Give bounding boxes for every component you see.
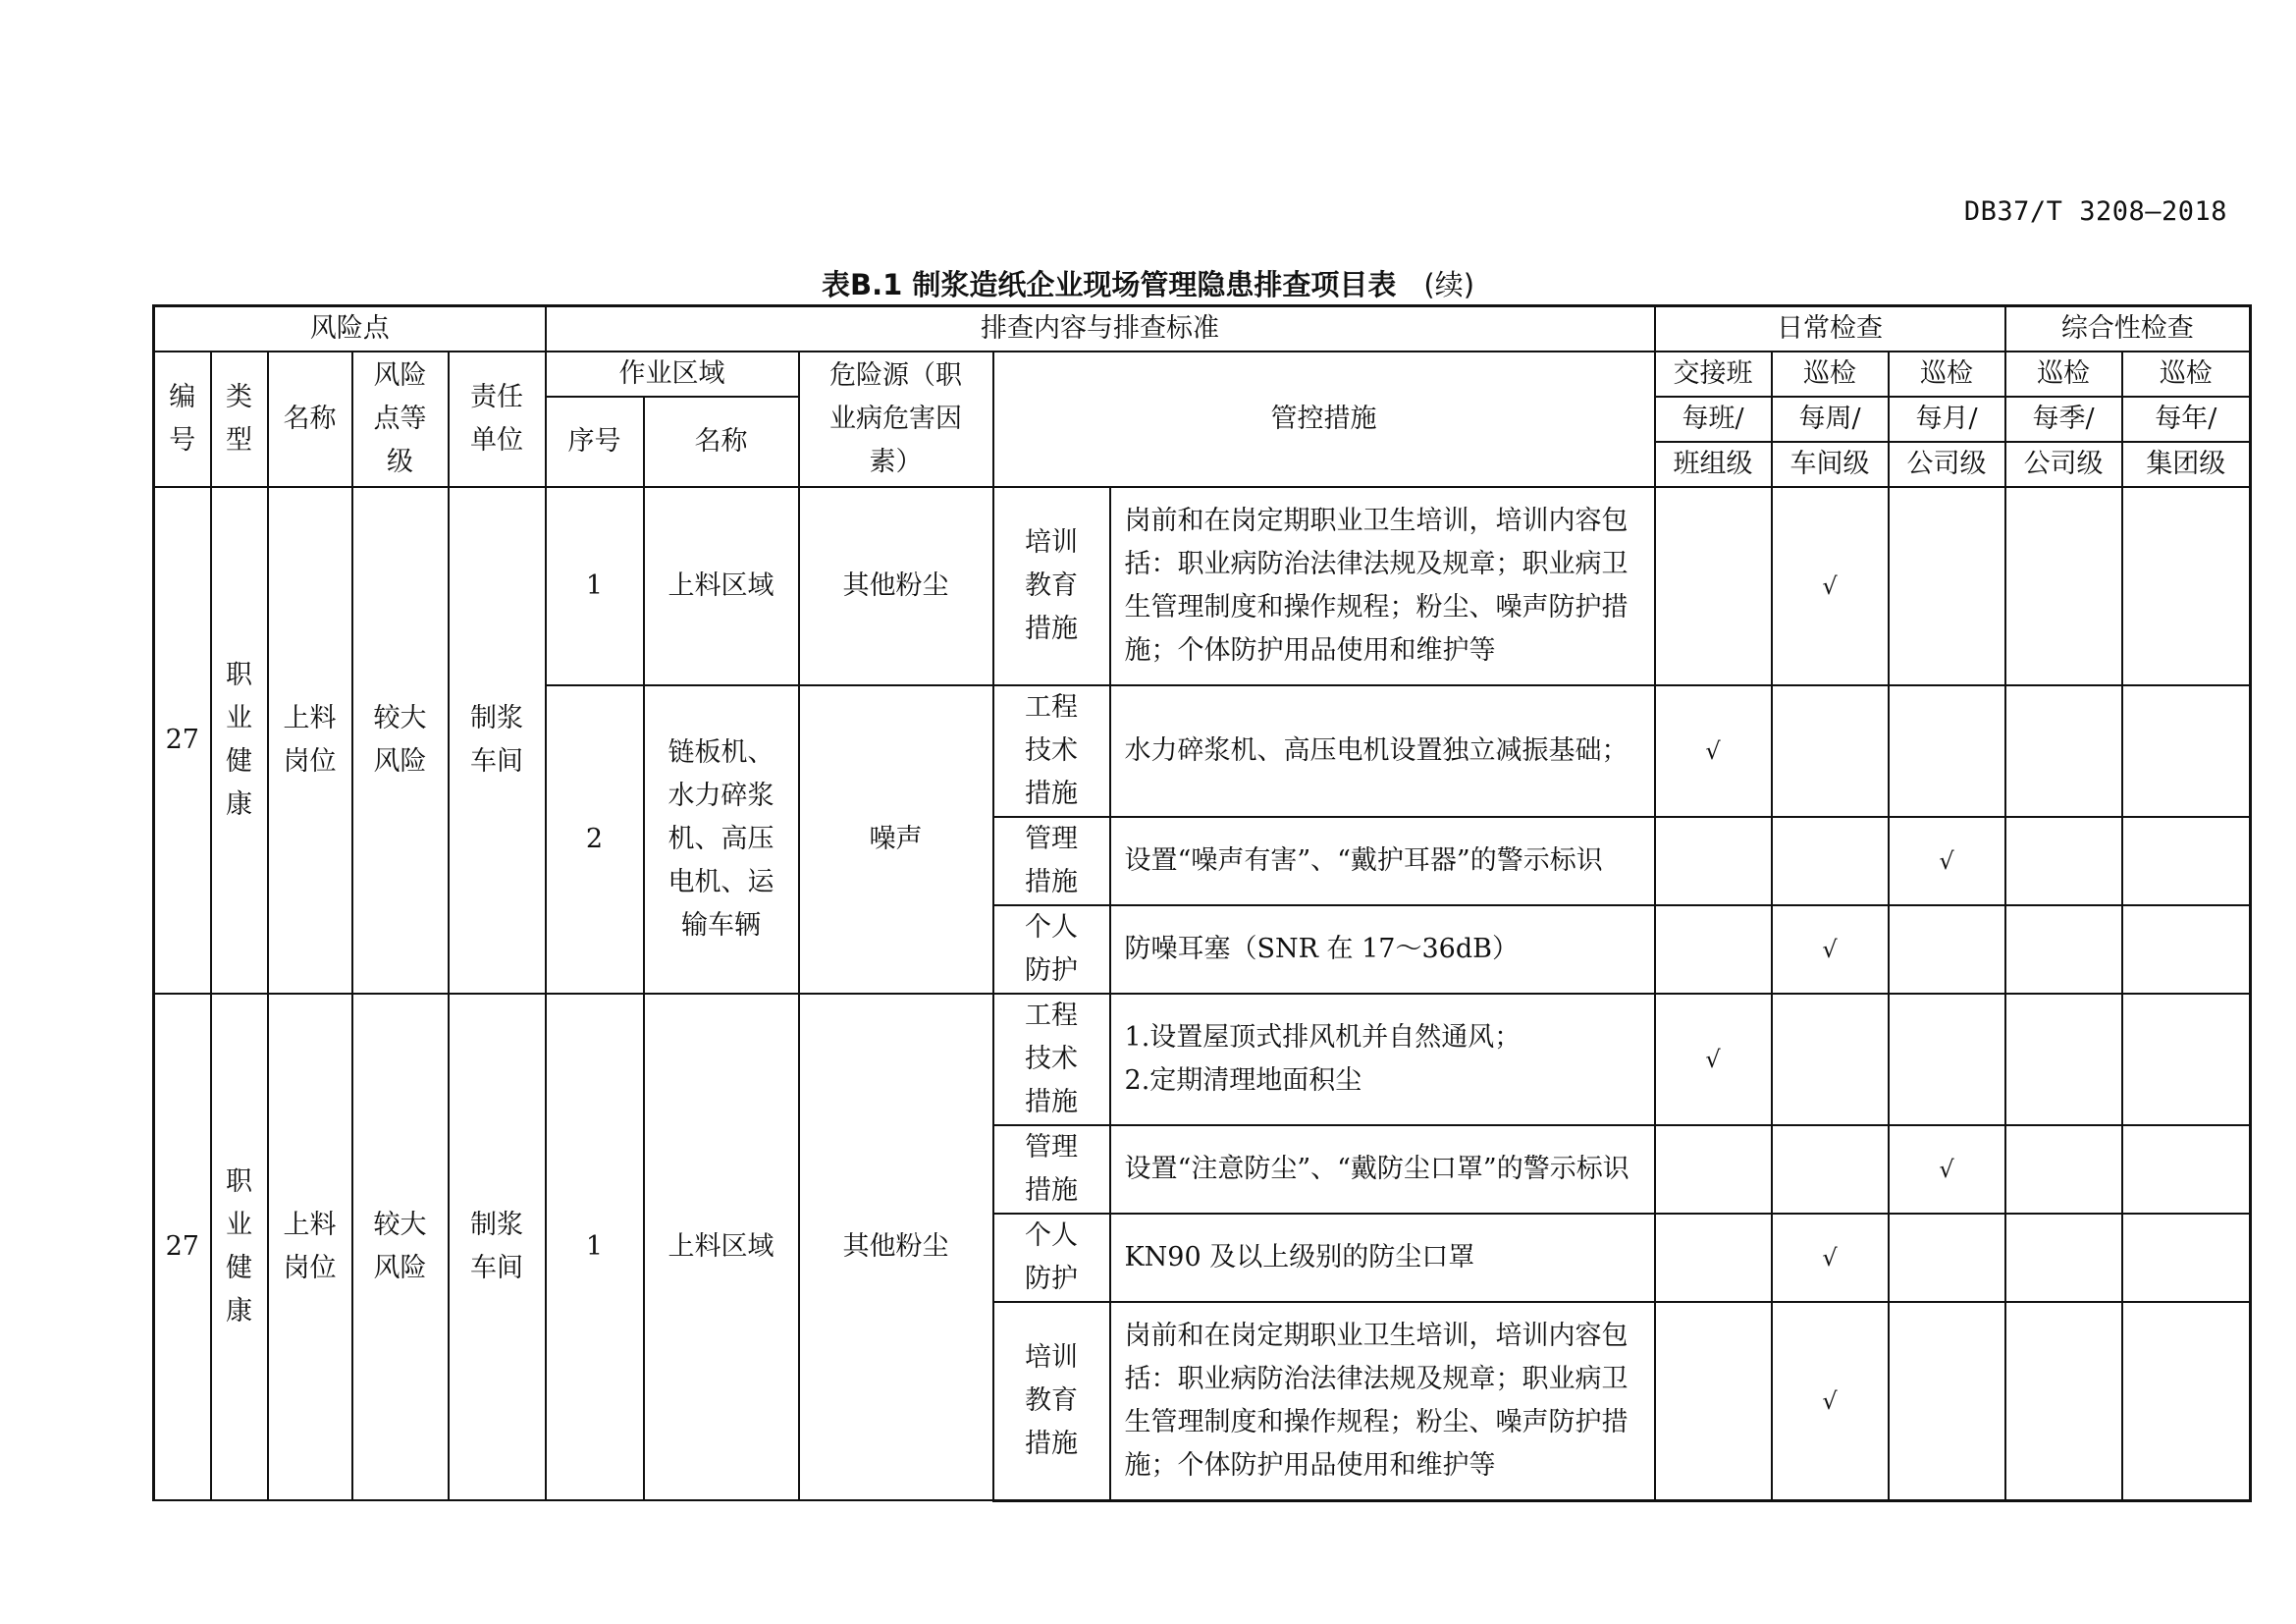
check-cell (1655, 1302, 1772, 1500)
check-cell (1889, 1214, 2005, 1302)
header-area-seq: 序号 (546, 397, 644, 487)
measure-category: 工程技术措施 (993, 994, 1110, 1125)
check-cell (2122, 817, 2251, 905)
header-freq-type-1: 交接班 (1655, 352, 1772, 397)
header-type: 类型 (211, 352, 268, 487)
check-cell (1655, 817, 1772, 905)
header-hazard-source: 危险源（职业病危害因素） (799, 352, 993, 487)
check-cell (2005, 1214, 2122, 1302)
group-daily-check: 日常检查 (1655, 306, 2005, 352)
check-cell (1655, 1214, 1772, 1302)
header-freq-level-5: 集团级 (2122, 442, 2251, 487)
hazard-inspection-table (152, 304, 2252, 1502)
table-title-text: 表B.1 制浆造纸企业现场管理隐患排查项目表 (821, 268, 1397, 301)
check-cell (2005, 487, 2122, 685)
header-name: 名称 (268, 352, 352, 487)
check-cell (1655, 1125, 1772, 1214)
check-mark: √ (1772, 1214, 1889, 1302)
check-cell (1655, 487, 1772, 685)
check-cell (1772, 817, 1889, 905)
table-row (154, 994, 2251, 1125)
check-cell (1772, 685, 1889, 817)
risk-type: 职业健康 (211, 994, 268, 1500)
check-mark: √ (1772, 1302, 1889, 1500)
check-cell (1889, 1302, 2005, 1500)
risk-level: 较大风险 (352, 487, 449, 994)
area-seq: 1 (546, 994, 644, 1500)
hazard-source: 其他粉尘 (799, 994, 993, 1500)
check-cell (2005, 817, 2122, 905)
header-freq-period-2: 每周/ (1772, 397, 1889, 442)
measure-category: 管理措施 (993, 817, 1110, 905)
check-mark: √ (1772, 487, 1889, 685)
check-cell (1772, 1125, 1889, 1214)
check-cell (2122, 1302, 2251, 1500)
measure-category: 个人防护 (993, 905, 1110, 994)
header-freq-level-4: 公司级 (2005, 442, 2122, 487)
measure-category: 培训教育措施 (993, 1302, 1110, 1500)
measure-category: 管理措施 (993, 1125, 1110, 1214)
check-cell (2122, 685, 2251, 817)
risk-name: 上料岗位 (268, 994, 352, 1500)
check-mark: √ (1889, 1125, 2005, 1214)
measure-category: 培训教育措施 (993, 487, 1110, 685)
check-cell (2122, 994, 2251, 1125)
header-freq-period-5: 每年/ (2122, 397, 2251, 442)
measure-text (1110, 994, 1655, 1125)
responsible-unit: 制浆车间 (449, 487, 546, 994)
header-control-measures: 管控措施 (993, 352, 1655, 487)
check-cell (2005, 685, 2122, 817)
header-freq-type-2: 巡检 (1772, 352, 1889, 397)
check-mark: √ (1889, 817, 2005, 905)
area-name: 链板机、水力碎浆机、高压电机、运输车辆 (644, 685, 799, 994)
measure-text: 岗前和在岗定期职业卫生培训，培训内容包括：职业病防治法律法规及规章；职业病卫生管理制度和操作规程；粉尘、噪声防护措施；个体防护用品使用和维护等 (1110, 487, 1655, 685)
table-title (0, 263, 2296, 303)
check-cell (1889, 905, 2005, 994)
check-cell (1889, 685, 2005, 817)
check-cell (2005, 994, 2122, 1125)
risk-no: 27 (154, 994, 211, 1500)
header-freq-period-4: 每季/ (2005, 397, 2122, 442)
group-check-content: 排查内容与排查标准 (546, 306, 1655, 352)
risk-level: 较大风险 (352, 994, 449, 1500)
check-cell (2122, 1214, 2251, 1302)
header-no: 编号 (154, 352, 211, 487)
header-area-name: 名称 (644, 397, 799, 487)
header-work-area: 作业区域 (546, 352, 799, 397)
responsible-unit: 制浆车间 (449, 994, 546, 1500)
hazard-source: 其他粉尘 (799, 487, 993, 685)
table-title-continued: (续) (1423, 268, 1475, 301)
check-cell (2122, 1125, 2251, 1214)
measure-category: 个人防护 (993, 1214, 1110, 1302)
check-mark: √ (1655, 994, 1772, 1125)
header-risk-level: 风险点等级 (352, 352, 449, 487)
header-freq-period-1: 每班/ (1655, 397, 1772, 442)
measure-text: 设置“注意防尘”、“戴防尘口罩”的警示标识 (1110, 1125, 1655, 1214)
header-responsible-unit: 责任单位 (449, 352, 546, 487)
table-row (154, 487, 2251, 685)
check-mark: √ (1772, 905, 1889, 994)
header-freq-type-3: 巡检 (1889, 352, 2005, 397)
check-cell (2005, 905, 2122, 994)
document-code: DB37/T 3208—2018 (1963, 196, 2227, 227)
check-cell (1889, 487, 2005, 685)
measure-text: KN90 及以上级别的防尘口罩 (1110, 1214, 1655, 1302)
measure-text: 设置“噪声有害”、“戴护耳器”的警示标识 (1110, 817, 1655, 905)
header-freq-level-3: 公司级 (1889, 442, 2005, 487)
area-name: 上料区域 (644, 487, 799, 685)
check-cell (2122, 905, 2251, 994)
risk-no: 27 (154, 487, 211, 994)
header-freq-level-2: 车间级 (1772, 442, 1889, 487)
measure-text-line: 2.定期清理地面积尘 (1124, 1065, 1362, 1096)
area-seq: 2 (546, 685, 644, 994)
check-cell (2122, 487, 2251, 685)
header-freq-level-1: 班组级 (1655, 442, 1772, 487)
group-risk-point: 风险点 (154, 306, 546, 352)
measure-category: 工程技术措施 (993, 685, 1110, 817)
check-mark: √ (1655, 685, 1772, 817)
check-cell (2005, 1125, 2122, 1214)
check-cell (1889, 994, 2005, 1125)
measure-text: 水力碎浆机、高压电机设置独立减振基础； (1110, 685, 1655, 817)
risk-name: 上料岗位 (268, 487, 352, 994)
header-freq-type-5: 巡检 (2122, 352, 2251, 397)
area-seq: 1 (546, 487, 644, 685)
check-cell (1772, 994, 1889, 1125)
measure-text-line: 1.设置屋顶式排风机并自然通风； (1124, 1022, 1522, 1053)
header-freq-period-3: 每月/ (1889, 397, 2005, 442)
check-cell (2005, 1302, 2122, 1500)
group-comprehensive-check: 综合性检查 (2005, 306, 2251, 352)
hazard-source: 噪声 (799, 685, 993, 994)
measure-text: 防噪耳塞（SNR 在 17～36dB） (1110, 905, 1655, 994)
risk-type: 职业健康 (211, 487, 268, 994)
area-name: 上料区域 (644, 994, 799, 1500)
header-freq-type-4: 巡检 (2005, 352, 2122, 397)
measure-text: 岗前和在岗定期职业卫生培训，培训内容包括：职业病防治法律法规及规章；职业病卫生管理制度和操作规程；粉尘、噪声防护措施；个体防护用品使用和维护等 (1110, 1302, 1655, 1500)
check-cell (1655, 905, 1772, 994)
